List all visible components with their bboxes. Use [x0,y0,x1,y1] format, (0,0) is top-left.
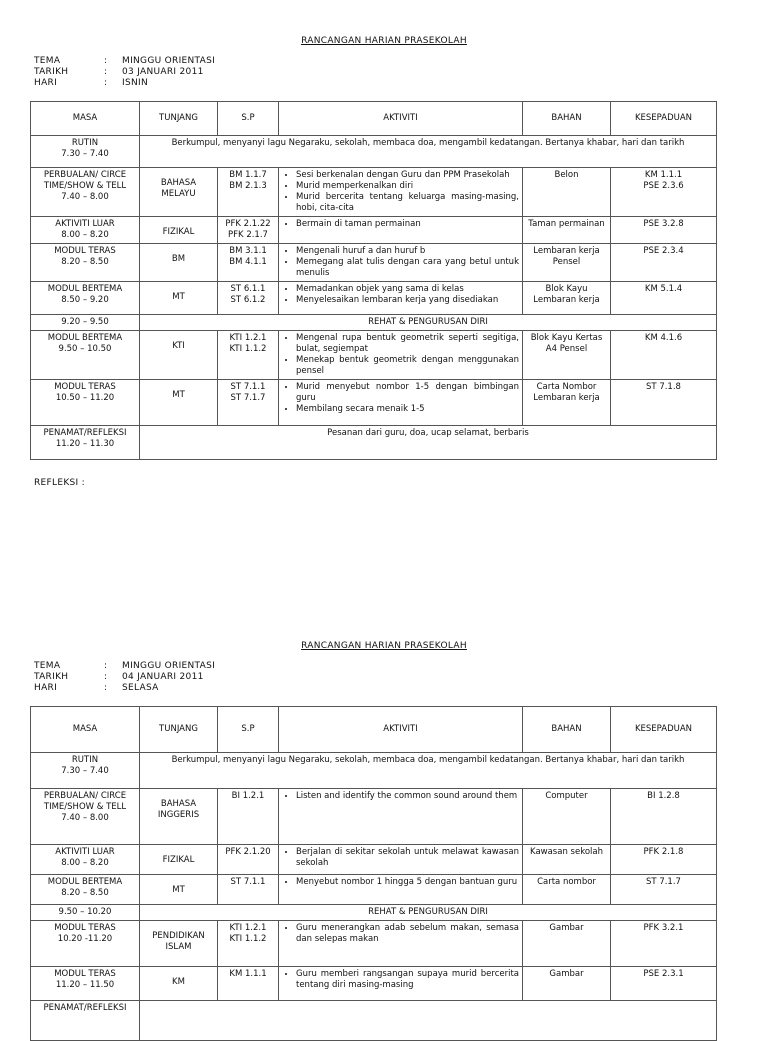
aktiviti-cell [279,921,523,967]
session-time: 11.20 – 11.50 [55,980,115,990]
meta-value: MINGGU ORIENTASI [122,661,216,671]
activity-list [282,170,519,214]
kesepaduan-cell [611,282,717,315]
activity-item: • Mengenal rupa bentuk geometrik seperti segitiga, bulat, segiempat [296,333,519,355]
tunjang-cell: FIZIKAL [140,217,218,244]
sp-cell [218,282,279,315]
table-row [31,789,717,845]
session-time: 8.00 – 8.20 [61,858,109,868]
activity-item: • Guru menerangkan adab sebelum makan, semasa dan selepas makan [296,923,519,945]
sp-cell [218,168,279,217]
meta-colon: : [104,672,108,682]
session-name: MODUL BERTEMA [47,333,123,343]
tunjang-cell: BAHASA INGGERIS [140,789,218,845]
session-name: PERBUALAN/ CIRCE TIME/SHOW & TELL [43,791,127,812]
table-row [31,1001,717,1041]
sp-cell [218,217,279,244]
sp-code: KTI 1.1.2 [229,344,267,354]
aktiviti-cell [279,217,523,244]
kesepaduan-cell [611,244,717,282]
session-time: 11.20 – 11.30 [55,439,115,449]
sp-code: KM 1.1.1 [229,969,267,979]
header-kesepaduan: KESEPADUAN [611,102,717,136]
kesepaduan-code: BI 1.2.8 [647,791,680,801]
activity-list [282,219,519,230]
table-row [31,331,717,380]
sp-cell [218,967,279,1001]
header-kesepaduan: KESEPADUAN [611,707,717,753]
activity-item: • Memegang alat tulis dengan cara yang betul untuk menulis [296,257,519,279]
kesepaduan-cell [611,331,717,380]
tunjang-cell: KTI [140,331,218,380]
sp-cell [218,875,279,905]
session-time: 9.50 – 10.20 [58,907,112,917]
session-name: MODUL TERAS [54,923,116,933]
table-row [31,426,717,460]
table-row [31,136,717,168]
lesson-meta [34,56,215,89]
sp-code: PFK 2.1.20 [225,847,271,857]
meta-key: TARIKH [34,67,69,77]
sp-code: KTI 1.2.1 [229,333,267,343]
meta-key: HARI [34,683,58,693]
bahan-cell: Taman permainan [523,217,611,244]
kesepaduan-code: KM 5.1.4 [644,284,683,294]
activity-item: • Menyebut nombor 1 hingga 5 dengan bantuan guru [296,877,519,888]
header-masa: MASA [31,707,140,753]
table-row [31,905,717,921]
activity-item: • Murid menyebut nombor 1-5 dengan bimbingan guru [296,382,519,404]
kesepaduan-cell [611,789,717,845]
lesson-plan-table [30,101,717,460]
masa-cell [31,380,140,426]
session-name: RUTIN [71,755,99,765]
masa-cell [31,426,140,460]
session-time: 8.20 – 8.50 [61,888,109,898]
merged-activity-cell: Berkumpul, menyanyi lagu Negaraku, sekolah, membaca doa, mengambil kedatangan. Bertanya khabar, hari dan tarikh [140,136,717,168]
kesepaduan-code: PSE 2.3.4 [643,246,684,256]
kesepaduan-code: PSE 3.2.8 [643,219,684,229]
meta-value: SELASA [122,683,159,693]
sp-code: ST 6.1.2 [230,295,266,305]
meta-row [34,661,215,672]
sp-code: BM 2.1.3 [229,181,267,191]
activity-item: • Listen and identify the common sound around them [296,791,519,802]
activity-item: • Sesi berkenalan dengan Guru dan PPM Prasekolah [296,170,519,181]
table-row [31,380,717,426]
kesepaduan-code: ST 7.1.8 [646,382,681,392]
masa-cell [31,789,140,845]
table-row [31,315,717,331]
tunjang-cell: PENDIDIKAN ISLAM [140,921,218,967]
session-name: RUTIN [71,138,99,148]
kesepaduan-cell [611,168,717,217]
table-row [31,217,717,244]
tunjang-cell: MT [140,875,218,905]
sp-code: BM 3.1.1 [229,246,267,256]
masa-cell [31,905,140,921]
kesepaduan-code: PFK 3.2.1 [643,923,684,933]
aktiviti-cell [279,168,523,217]
session-name: AKTIVITI LUAR [55,219,115,229]
bahan-cell: Carta Nombor Lembaran kerja [523,380,611,426]
meta-row [34,672,215,683]
masa-cell [31,331,140,380]
kesepaduan-code: KM 1.1.1 [644,170,683,180]
tunjang-cell: MT [140,282,218,315]
activity-list [282,847,519,869]
session-name: PERBUALAN/ CIRCE TIME/SHOW & TELL [43,170,127,191]
aktiviti-cell [279,967,523,1001]
header-tunjang: TUNJANG [140,707,218,753]
sp-cell [218,331,279,380]
meta-colon: : [104,683,108,693]
kesepaduan-cell [611,217,717,244]
session-time: 8.20 – 8.50 [61,257,109,267]
merged-activity-cell: REHAT & PENGURUSAN DIRI [140,315,717,331]
meta-row [34,683,215,694]
activity-list [282,333,519,377]
session-time: 9.50 – 10.50 [58,344,112,354]
kesepaduan-code: PSE 2.3.1 [643,969,684,979]
kesepaduan-code: ST 7.1.7 [646,877,681,887]
meta-value: 03 JANUARI 2011 [122,67,204,77]
bahan-cell: Gambar [523,921,611,967]
meta-value: 04 JANUARI 2011 [122,672,204,682]
kesepaduan-code: PFK 2.1.8 [643,847,684,857]
merged-activity-cell: REHAT & PENGURUSAN DIRI [140,905,717,921]
kesepaduan-cell [611,875,717,905]
header-sp: S.P [218,707,279,753]
table-row [31,967,717,1001]
activity-item: • Bermain di taman permainan [296,219,519,230]
kesepaduan-cell [611,967,717,1001]
session-name: MODUL TERAS [54,246,116,256]
masa-cell [31,875,140,905]
sp-code: KTI 1.2.1 [229,923,267,933]
activity-list [282,877,519,888]
activity-list [282,284,519,306]
session-name: MODUL TERAS [54,969,116,979]
sp-cell [218,845,279,875]
sp-cell [218,380,279,426]
sp-code: ST 7.1.7 [230,393,266,403]
masa-cell [31,136,140,168]
merged-activity-cell: Berkumpul, menyanyi lagu Negaraku, sekolah, membaca doa, mengambil kedatangan. Bertanya khabar, hari dan tarikh [140,753,717,789]
session-name: MODUL BERTEMA [47,284,123,294]
sp-cell [218,244,279,282]
activity-item: • Murid memperkenalkan diri [296,181,519,192]
sp-code: KTI 1.1.2 [229,934,267,944]
activity-item: • Menekap bentuk geometrik dengan menggunakan pensel [296,355,519,377]
activity-list [282,382,519,415]
sp-code: ST 6.1.1 [230,284,266,294]
table-row [31,875,717,905]
aktiviti-cell [279,845,523,875]
session-name: MODUL BERTEMA [47,877,123,887]
activity-item: • Membilang secara menaik 1-5 [296,404,519,415]
header-aktiviti: AKTIVITI [279,102,523,136]
masa-cell [31,315,140,331]
tunjang-cell: KM [140,967,218,1001]
bahan-cell: Belon [523,168,611,217]
lesson-plan-table [30,706,717,1041]
meta-value: ISNIN [122,78,148,88]
meta-row [34,78,215,89]
activity-item: • Memadankan objek yang sama di kelas [296,284,519,295]
sp-code: BM 4.1.1 [229,257,267,267]
session-name: MODUL TERAS [54,382,116,392]
table-row [31,753,717,789]
meta-key: TARIKH [34,672,69,682]
session-time: 7.40 – 8.00 [61,192,109,202]
tunjang-cell: FIZIKAL [140,845,218,875]
masa-cell [31,967,140,1001]
kesepaduan-cell [611,380,717,426]
aktiviti-cell [279,789,523,845]
sp-cell [218,789,279,845]
masa-cell [31,282,140,315]
lesson-meta [34,661,215,694]
bahan-cell: Computer [523,789,611,845]
sp-code: ST 7.1.1 [230,877,266,887]
sp-code: PFK 2.1.22 [225,219,271,229]
bahan-cell: Blok Kayu Kertas A4 Pensel [523,331,611,380]
masa-cell [31,921,140,967]
meta-key: TEMA [34,661,61,671]
sp-code: BI 1.2.1 [231,791,265,801]
session-name: AKTIVITI LUAR [55,847,115,857]
activity-list [282,969,519,991]
bahan-cell: Gambar [523,967,611,1001]
session-time: 10.20 -11.20 [57,934,113,944]
page-title: RANCANGAN HARIAN PRASEKOLAH [301,641,467,651]
meta-colon: : [104,661,108,671]
tunjang-cell: BM [140,244,218,282]
activity-item: • Murid bercerita tentang keluarga masing-masing, hobi, cita-cita [296,192,519,214]
header-sp: S.P [218,102,279,136]
table-row [31,244,717,282]
table-header-row [31,707,717,753]
header-masa: MASA [31,102,140,136]
session-time: 9.20 – 9.50 [61,317,109,327]
meta-value: MINGGU ORIENTASI [122,56,216,66]
sp-cell [218,921,279,967]
table-row [31,845,717,875]
meta-row [34,67,215,78]
activity-item: • Mengenali huruf a dan huruf b [296,246,519,257]
header-tunjang: TUNJANG [140,102,218,136]
table-row [31,921,717,967]
activity-list [282,791,519,802]
activity-list [282,923,519,945]
aktiviti-cell [279,331,523,380]
activity-item: • Menyelesaikan lembaran kerja yang disediakan [296,295,519,306]
session-time: PENAMAT/REFLEKSI [43,1003,127,1013]
session-time: 7.30 – 7.40 [61,149,109,159]
session-time: 7.40 – 8.00 [61,813,109,823]
sp-code: ST 7.1.1 [230,382,266,392]
masa-cell [31,1001,140,1041]
session-time: 10.50 – 11.20 [55,393,115,403]
aktiviti-cell [279,380,523,426]
sp-code: PFK 2.1.7 [228,230,268,240]
aktiviti-cell [279,282,523,315]
meta-colon: : [104,67,108,77]
header-aktiviti: AKTIVITI [279,707,523,753]
kesepaduan-cell [611,921,717,967]
refleksi-label: REFLEKSI : [34,478,85,488]
activity-item: • Guru memberi rangsangan supaya murid bercerita tentang diri masing-masing [296,969,519,991]
aktiviti-cell [279,244,523,282]
table-row [31,282,717,315]
bahan-cell: Blok Kayu Lembaran kerja [523,282,611,315]
meta-key: HARI [34,78,58,88]
kesepaduan-code: KM 4.1.6 [644,333,683,343]
tunjang-cell: BAHASA MELAYU [140,168,218,217]
masa-cell [31,168,140,217]
header-bahan: BAHAN [523,102,611,136]
merged-activity-cell: Pesanan dari guru, doa, ucap selamat, berbaris [140,426,717,460]
table-header-row [31,102,717,136]
sp-code: BM 1.1.7 [229,170,267,180]
meta-key: TEMA [34,56,61,66]
page-title: RANCANGAN HARIAN PRASEKOLAH [301,36,467,46]
session-name: PENAMAT/REFLEKSI [43,428,127,438]
activity-item: • Berjalan di sekitar sekolah untuk melawat kawasan sekolah [296,847,519,869]
table-row [31,168,717,217]
session-time: 8.50 – 9.20 [61,295,109,305]
meta-row [34,56,215,67]
bahan-cell: Carta nombor [523,875,611,905]
activity-list [282,246,519,279]
masa-cell [31,753,140,789]
bahan-cell: Kawasan sekolah [523,845,611,875]
masa-cell [31,244,140,282]
bahan-cell: Lembaran kerja Pensel [523,244,611,282]
session-time: 8.00 – 8.20 [61,230,109,240]
masa-cell [31,845,140,875]
aktiviti-cell [279,875,523,905]
meta-colon: : [104,78,108,88]
masa-cell [31,217,140,244]
kesepaduan-code: PSE 2.3.6 [643,181,684,191]
meta-colon: : [104,56,108,66]
kesepaduan-cell [611,845,717,875]
session-time: 7.30 – 7.40 [61,766,109,776]
tunjang-cell: MT [140,380,218,426]
merged-activity-cell [140,1001,717,1041]
header-bahan: BAHAN [523,707,611,753]
